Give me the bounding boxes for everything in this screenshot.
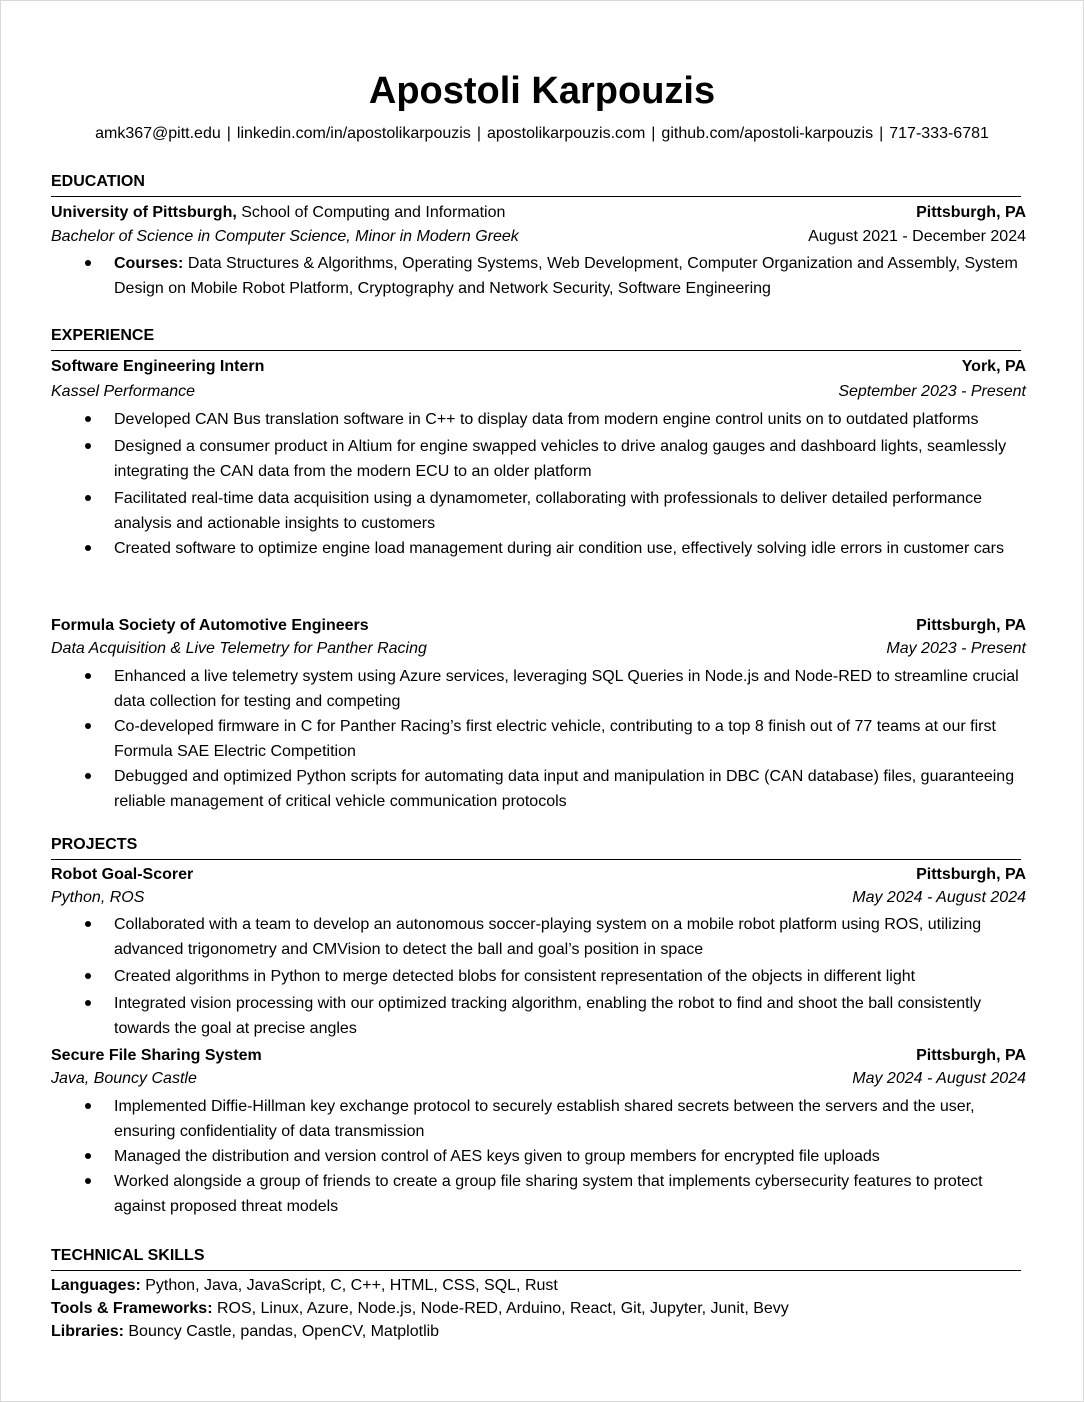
project-tech: Java, Bouncy Castle	[51, 1070, 197, 1087]
bullet-text: Designed a consumer product in Altium for engine swapped vehicles to drive analog gauges and dashboard lights, seamlessly integrating the CAN data from the modern ECU to an older platform	[114, 438, 1007, 480]
job-sub-row	[51, 381, 1026, 403]
skills-languages	[51, 1275, 1026, 1297]
project-dates: May 2024 - August 2024	[852, 1070, 1026, 1087]
bullet-icon	[85, 416, 91, 422]
list-item	[85, 912, 1035, 962]
resume-name: Apostoli Karpouzis	[368, 70, 716, 112]
list-item	[85, 714, 1035, 764]
bullet-icon	[85, 1103, 91, 1109]
section-title-education: EDUCATION	[51, 172, 1021, 197]
contact-separator: |	[879, 125, 884, 142]
job-org: Kassel Performance	[51, 383, 196, 400]
job-sub-row	[51, 638, 1026, 660]
contact-separator: |	[651, 125, 656, 142]
contact-github: github.com/apostoli-karpouzis	[661, 125, 874, 142]
school-name: University of Pittsburgh,	[51, 204, 237, 221]
list-item	[85, 664, 1035, 714]
education-bullets	[85, 251, 1035, 301]
skills-languages-label: Languages:	[51, 1277, 141, 1294]
bullet-icon	[85, 545, 91, 551]
section-title-skills: TECHNICAL SKILLS	[51, 1246, 1021, 1271]
bullet-text: Managed the distribution and version control of AES keys given to group members for encrypted file uploads	[114, 1148, 880, 1165]
project-bullets	[85, 1094, 1035, 1219]
project-location: Pittsburgh, PA	[916, 1047, 1026, 1064]
courses-text: Data Structures & Algorithms, Operating Systems, Web Development, Computer Organization and Assembly, System Design on Mobile Robot Platform, Cryptography and Network Security, Software Engineering	[114, 255, 1018, 297]
bullet-text: Debugged and optimized Python scripts for automating data input and manipulation in DBC (CAN database) files, guaranteeing reliable management of critical vehicle communication protocols	[114, 768, 1015, 810]
list-item	[85, 991, 1035, 1041]
list-item	[85, 536, 1035, 561]
list-item	[85, 486, 1035, 536]
contact-line	[1, 123, 1083, 145]
project-location: Pittsburgh, PA	[916, 866, 1026, 883]
bullet-icon	[85, 921, 91, 927]
bullet-icon	[85, 260, 91, 266]
bullet-text: Created software to optimize engine load management during air condition use, effectively solving idle errors in customer cars	[114, 540, 1004, 557]
skills-libraries	[51, 1321, 1026, 1343]
contact-separator: |	[476, 125, 481, 142]
education-degree-row	[51, 226, 1026, 248]
education-school-row	[51, 202, 1026, 224]
skills-tools	[51, 1298, 1026, 1320]
project-sub-row	[51, 1068, 1026, 1090]
courses-label: Courses:	[114, 255, 184, 272]
bullet-icon	[85, 1153, 91, 1159]
skills-libraries-label: Libraries:	[51, 1323, 124, 1340]
contact-website: apostolikarpouzis.com	[486, 125, 646, 142]
list-item	[85, 251, 1035, 301]
list-item	[85, 1169, 1035, 1219]
contact-separator: |	[226, 125, 231, 142]
bullet-icon	[85, 773, 91, 779]
bullet-text: Developed CAN Bus translation software in C++ to display data from modern engine control units on to outdated platforms	[114, 411, 979, 428]
project-tech: Python, ROS	[51, 889, 145, 906]
project-header-row	[51, 864, 1026, 886]
list-item	[85, 764, 1035, 814]
skills-libraries-value: Bouncy Castle, pandas, OpenCV, Matplotlib	[128, 1323, 440, 1340]
contact-phone: 717-333-6781	[889, 125, 989, 142]
project-bullets	[85, 912, 1035, 1041]
job-role: Formula Society of Automotive Engineers	[51, 617, 369, 634]
job-bullets	[85, 407, 1035, 561]
list-item	[85, 964, 1035, 989]
list-item	[85, 407, 1035, 432]
project-header-row	[51, 1045, 1026, 1067]
bullet-text: Collaborated with a team to develop an autonomous soccer-playing system on a mobile robot platform using ROS, utilizing advanced trigonometry and CMVision to detect the ball and goal’s position in space	[114, 916, 982, 958]
list-item	[85, 1094, 1035, 1144]
education-dates: August 2021 - December 2024	[808, 228, 1026, 245]
job-bullets	[85, 664, 1035, 814]
bullet-icon	[85, 1000, 91, 1006]
bullet-text: Co-developed firmware in C for Panther Racing’s first electric vehicle, contributing to a top 8 finish out of 77 teams at our first Formula SAE Electric Competition	[114, 718, 996, 760]
bullet-icon	[85, 495, 91, 501]
job-role: Software Engineering Intern	[51, 358, 265, 375]
job-org: Data Acquisition & Live Telemetry for Panther Racing	[51, 640, 427, 657]
bullet-text: Implemented Diffie-Hillman key exchange protocol to securely establish shared secrets between the servers and the user, ensuring confidentiality of data transmission	[114, 1098, 975, 1140]
bullet-text: Facilitated real-time data acquisition using a dynamometer, collaborating with professionals to deliver detailed performance analysis and actionable insights to customers	[114, 490, 983, 532]
skills-tools-value: ROS, Linux, Azure, Node.js, Node-RED, Arduino, React, Git, Jupyter, Junit, Bevy	[216, 1300, 789, 1317]
bullet-icon	[85, 1178, 91, 1184]
job-dates: September 2023 - Present	[838, 383, 1026, 400]
bullet-icon	[85, 443, 91, 449]
bullet-text: Created algorithms in Python to merge detected blobs for consistent representation of the objects in different light	[114, 968, 916, 985]
project-name: Secure File Sharing System	[51, 1047, 262, 1064]
bullet-icon	[85, 723, 91, 729]
section-title-experience: EXPERIENCE	[51, 326, 1021, 351]
school-location: Pittsburgh, PA	[916, 204, 1026, 221]
list-item	[85, 1144, 1035, 1169]
school-unit: School of Computing and Information	[241, 204, 506, 221]
bullet-icon	[85, 673, 91, 679]
contact-email: amk367@pitt.edu	[95, 125, 221, 142]
project-sub-row	[51, 887, 1026, 909]
skills-languages-value: Python, Java, JavaScript, C, C++, HTML, CSS, SQL, Rust	[145, 1277, 558, 1294]
job-header-row	[51, 356, 1026, 378]
bullet-icon	[85, 973, 91, 979]
section-title-projects: PROJECTS	[51, 835, 1021, 860]
bullet-text: Enhanced a live telemetry system using Azure services, leveraging SQL Queries in Node.js and Node-RED to streamline crucial data collection for testing and competing	[114, 668, 1019, 710]
project-dates: May 2024 - August 2024	[852, 889, 1026, 906]
contact-linkedin: linkedin.com/in/apostolikarpouzis	[236, 125, 471, 142]
bullet-text: Worked alongside a group of friends to create a group file sharing system that implements cybersecurity features to protect against proposed threat models	[114, 1173, 983, 1215]
job-location: York, PA	[961, 358, 1026, 375]
list-item	[85, 434, 1035, 484]
project-name: Robot Goal-Scorer	[51, 866, 194, 883]
job-location: Pittsburgh, PA	[916, 617, 1026, 634]
job-dates: May 2023 - Present	[886, 640, 1026, 657]
skills-tools-label: Tools & Frameworks:	[51, 1300, 213, 1317]
job-header-row	[51, 615, 1026, 637]
bullet-text: Integrated vision processing with our optimized tracking algorithm, enabling the robot to find and shoot the ball consistently towards the goal at precise angles	[114, 995, 982, 1037]
degree: Bachelor of Science in Computer Science, Minor in Modern Greek	[51, 228, 519, 245]
